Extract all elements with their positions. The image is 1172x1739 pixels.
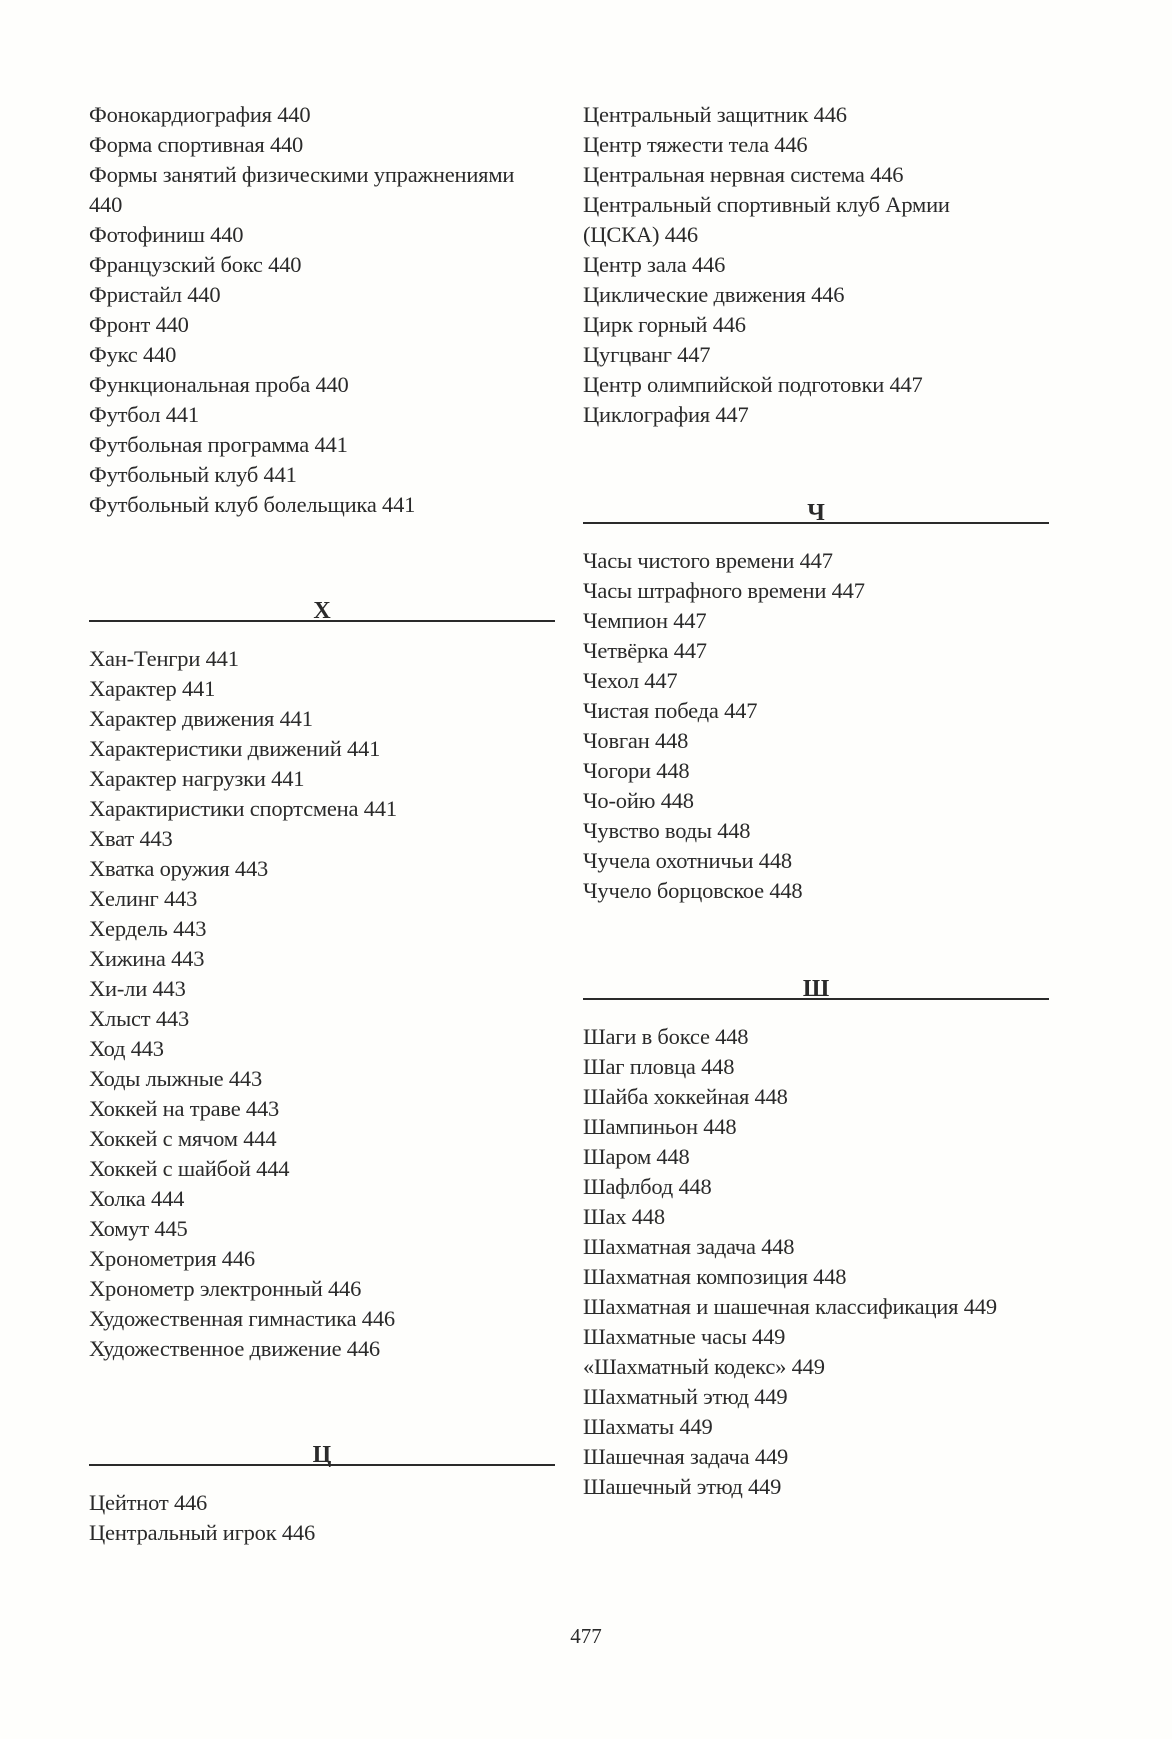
index-entry: Шахматы 449 (583, 1414, 713, 1439)
section-letter: Ш (802, 976, 830, 1002)
index-entry: Футбольный клуб 441 (89, 462, 297, 487)
index-entry: Шаром 448 (583, 1144, 690, 1169)
index-entry: Четвёрка 447 (583, 638, 707, 663)
index-entry: Хватка оружия 443 (89, 856, 269, 881)
index-entry: Футбольный клуб болельщика 441 (89, 492, 416, 517)
index-entry: Шахматные часы 449 (583, 1324, 786, 1349)
section-letter: Ц (312, 1442, 332, 1468)
section-header-ch (583, 482, 1049, 524)
index-entry: Центр олимпийской подготовки 447 (583, 372, 923, 397)
index-entry: Характеристики движений 441 (89, 736, 381, 761)
index-entry: Шахматная задача 448 (583, 1234, 795, 1259)
index-entry: Чистая победа 447 (583, 698, 758, 723)
index-entry: Футбольная программа 441 (89, 432, 348, 457)
index-entry: Характер нагрузки 441 (89, 766, 305, 791)
index-entry: Циклография 447 (583, 402, 749, 427)
index-entry: Човган 448 (583, 728, 689, 753)
right-column (583, 100, 1053, 1502)
index-entry: Хоккей на траве 443 (89, 1096, 280, 1121)
entries-sh-list (583, 1022, 1053, 1502)
page-number: 477 (570, 1624, 602, 1648)
index-entry: «Шахматный кодекс» 449 (583, 1354, 825, 1379)
section-letter: Ч (807, 500, 825, 526)
index-entry: Центральный защитник 446 (583, 102, 847, 127)
index-entry: Функциональная проба 440 (89, 372, 349, 397)
index-entry: Французский бокс 440 (89, 252, 302, 277)
section-header-kh (89, 580, 555, 622)
index-entry: Хижина 443 (89, 946, 205, 971)
index-entry: Художественное движение 446 (89, 1336, 380, 1361)
index-entry: Фотофиниш 440 (89, 222, 244, 247)
index-entry: Ход 443 (89, 1036, 164, 1061)
entries-ch-list (583, 546, 1053, 906)
index-entry: Цирк горный 446 (583, 312, 746, 337)
index-entry: Хи-ли 443 (89, 976, 186, 1001)
index-entry: Хан-Тенгри 441 (89, 646, 239, 671)
index-entry: Чучела охотничьи 448 (583, 848, 792, 873)
index-entry: Хомут 445 (89, 1216, 188, 1241)
section-letter: Х (313, 598, 331, 624)
entries-kh-list (89, 644, 559, 1364)
index-entry: Шафлбод 448 (583, 1174, 712, 1199)
index-entry: Чемпион 447 (583, 608, 707, 633)
entries-f-list (89, 100, 559, 520)
index-entry: Хронометрия 446 (89, 1246, 255, 1271)
index-entry: Шампиньон 448 (583, 1114, 737, 1139)
index-entry: Центральная нервная система 446 (583, 162, 904, 187)
index-entry: Чувство воды 448 (583, 818, 751, 843)
index-entry: Чогори 448 (583, 758, 690, 783)
index-entry: Циклические движения 446 (583, 282, 845, 307)
index-entry: Хелинг 443 (89, 886, 198, 911)
entries-ts-list (89, 1488, 559, 1548)
index-entry: Ходы лыжные 443 (89, 1066, 263, 1091)
section-header-ts (89, 1424, 555, 1466)
index-entry: Центральный спортивный клуб Армии (ЦСКА) 446 (583, 192, 950, 247)
index-entry: Шаг пловца 448 (583, 1054, 735, 1079)
index-entry: Фристайл 440 (89, 282, 221, 307)
index-entry: Хлыст 443 (89, 1006, 189, 1031)
index-entry: Центр тяжести тела 446 (583, 132, 808, 157)
index-entry: Фронт 440 (89, 312, 189, 337)
index-entry: Чучело борцовское 448 (583, 878, 803, 903)
left-column (89, 100, 559, 1548)
index-entry: Цейтнот 446 (89, 1490, 208, 1515)
index-entry: Фукс 440 (89, 342, 177, 367)
index-entry: Хоккей с мячом 444 (89, 1126, 277, 1151)
index-entry: Шахматный этюд 449 (583, 1384, 788, 1409)
index-entry: Часы чистого времени 447 (583, 548, 833, 573)
index-entry: Цугцванг 447 (583, 342, 711, 367)
index-entry: Центр зала 446 (583, 252, 726, 277)
index-entry: Характер движения 441 (89, 706, 313, 731)
index-entry: Шашечный этюд 449 (583, 1474, 782, 1499)
index-entry: Фонокардиография 440 (89, 102, 311, 127)
index-entry: Шахматная и шашечная классификация 449 (583, 1294, 997, 1319)
index-entry: Футбол 441 (89, 402, 199, 427)
index-entry: Шашечная задача 449 (583, 1444, 789, 1469)
index-entry: Шахматная композиция 448 (583, 1264, 847, 1289)
index-entry: Хват 443 (89, 826, 173, 851)
index-entry: Форма спортивная 440 (89, 132, 304, 157)
index-entry: Художественная гимнастика 446 (89, 1306, 395, 1331)
index-entry: Шайба хоккейная 448 (583, 1084, 788, 1109)
index-entry: Шах 448 (583, 1204, 665, 1229)
index-entry: Хоккей с шайбой 444 (89, 1156, 290, 1181)
index-entry: Холка 444 (89, 1186, 185, 1211)
index-entry: Характер 441 (89, 676, 216, 701)
index-entry: Центральный игрок 446 (89, 1520, 316, 1545)
section-header-sh (583, 958, 1049, 1000)
index-entry: Хердель 443 (89, 916, 207, 941)
index-entry: Хронометр электронный 446 (89, 1276, 362, 1301)
index-entry: Чехол 447 (583, 668, 678, 693)
index-entry: Чо-ойю 448 (583, 788, 694, 813)
entries-ts-cont-list (583, 100, 1053, 430)
index-entry: Шаги в боксе 448 (583, 1024, 749, 1049)
index-entry: Характиристики спортсмена 441 (89, 796, 397, 821)
index-entry: Часы штрафного времени 447 (583, 578, 865, 603)
index-entry: Формы занятий физическими упражнениями 440 (89, 162, 515, 217)
